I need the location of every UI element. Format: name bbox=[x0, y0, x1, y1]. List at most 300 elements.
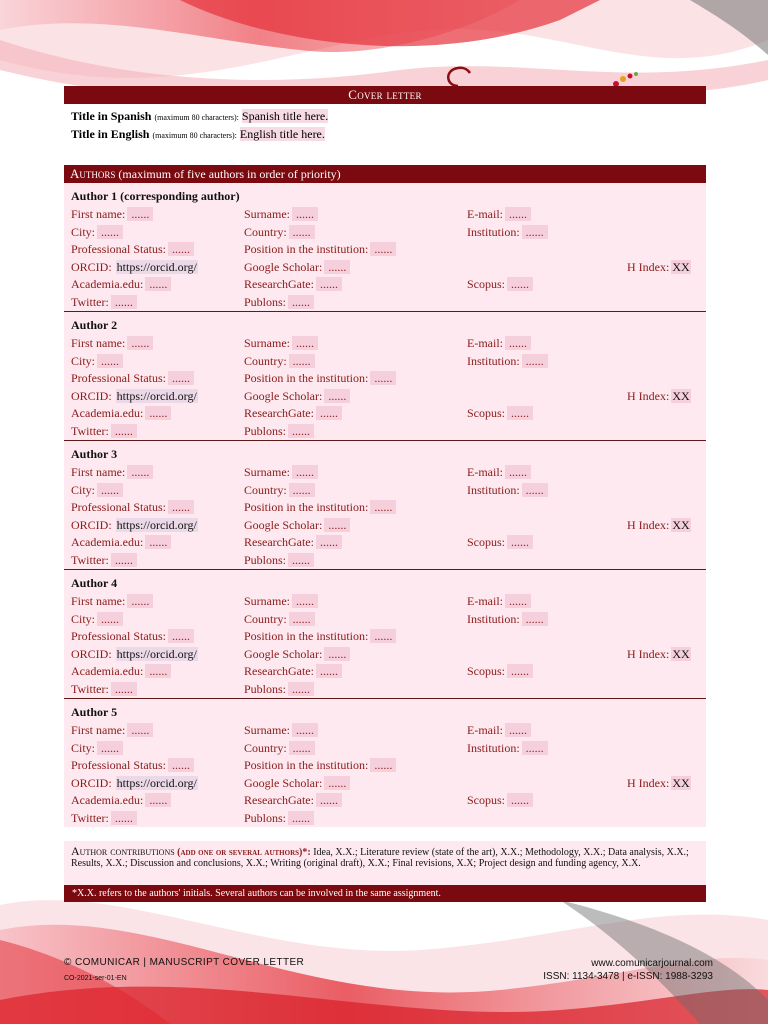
footer-code: CO-2021-ser-01-EN bbox=[64, 975, 127, 982]
researchgate-label: ResearchGate: bbox=[244, 793, 314, 807]
researchgate-field[interactable]: ...... bbox=[316, 535, 342, 549]
academia-cell bbox=[71, 664, 171, 679]
country-label: Country: bbox=[244, 353, 287, 368]
institution-cell bbox=[467, 483, 548, 498]
authors-title: Authors bbox=[70, 166, 116, 181]
researchgate-cell bbox=[244, 535, 342, 550]
titles-section bbox=[64, 105, 706, 149]
scopus-cell bbox=[467, 406, 533, 421]
orcid-label: ORCID: bbox=[71, 775, 112, 790]
position-label: Position in the institution: bbox=[244, 629, 369, 643]
email-cell bbox=[467, 207, 531, 222]
h-index-cell bbox=[627, 518, 691, 533]
city-field[interactable]: ...... bbox=[97, 483, 123, 497]
professional-status-field[interactable]: ...... bbox=[168, 758, 194, 772]
title-spanish-row bbox=[64, 107, 706, 125]
orcid-url-field[interactable]: https://orcid.org/ bbox=[116, 517, 197, 532]
author-field-row bbox=[64, 295, 706, 312]
scopus-label: Scopus: bbox=[467, 406, 506, 420]
first-name-cell bbox=[71, 723, 153, 738]
twitter-label: Twitter: bbox=[71, 810, 109, 825]
surname-label: Surname: bbox=[244, 465, 290, 479]
academia-label: Academia.edu: bbox=[71, 406, 144, 420]
h-index-cell bbox=[627, 647, 691, 662]
author-heading: Author 1 (corresponding author) bbox=[71, 189, 240, 203]
academia-label: Academia.edu: bbox=[71, 793, 144, 807]
title-english-field[interactable]: English title here. bbox=[239, 127, 325, 141]
publons-label: Publons: bbox=[244, 294, 287, 309]
author-field-row bbox=[64, 535, 706, 552]
institution-cell bbox=[467, 741, 548, 756]
institution-label: Institution: bbox=[467, 740, 520, 755]
city-cell bbox=[71, 741, 123, 756]
title-spanish-field[interactable]: Spanish title here. bbox=[241, 109, 329, 123]
country-field[interactable]: ...... bbox=[289, 741, 315, 755]
institution-label: Institution: bbox=[467, 224, 520, 239]
position-field[interactable]: ...... bbox=[370, 371, 396, 385]
scopus-label: Scopus: bbox=[467, 535, 506, 549]
country-cell bbox=[244, 612, 315, 627]
google-scholar-label: Google Scholar: bbox=[244, 775, 323, 790]
author-field-row bbox=[64, 483, 706, 500]
academia-field[interactable]: ...... bbox=[145, 664, 171, 678]
author-field-row bbox=[64, 647, 706, 664]
title-english-row bbox=[64, 125, 706, 143]
institution-field[interactable]: ...... bbox=[522, 483, 548, 497]
h-index-label: H Index: bbox=[627, 388, 670, 403]
institution-field[interactable]: ...... bbox=[522, 354, 548, 368]
scopus-cell bbox=[467, 277, 533, 292]
twitter-cell bbox=[71, 553, 137, 568]
orcid-url-field[interactable]: https://orcid.org/ bbox=[116, 259, 197, 274]
twitter-label: Twitter: bbox=[71, 294, 109, 309]
author-heading: Author 5 bbox=[71, 705, 118, 719]
professional-status-label: Professional Status: bbox=[71, 242, 166, 256]
city-field[interactable]: ...... bbox=[97, 612, 123, 626]
academia-cell bbox=[71, 406, 171, 421]
google-scholar-cell bbox=[244, 776, 350, 791]
author-field-row bbox=[64, 207, 706, 224]
publons-cell bbox=[244, 424, 314, 439]
surname-label: Surname: bbox=[244, 207, 290, 221]
surname-field[interactable]: ...... bbox=[292, 465, 318, 479]
professional-status-cell bbox=[71, 629, 194, 644]
email-label: E-mail: bbox=[467, 336, 503, 350]
twitter-label: Twitter: bbox=[71, 681, 109, 696]
initials-footnote bbox=[64, 885, 706, 902]
author-contributions bbox=[64, 841, 706, 885]
author-field-row bbox=[64, 371, 706, 388]
publons-cell bbox=[244, 553, 314, 568]
professional-status-field[interactable]: ...... bbox=[168, 500, 194, 514]
scopus-field[interactable]: ...... bbox=[507, 664, 533, 678]
position-cell bbox=[244, 371, 396, 386]
authors-header bbox=[64, 165, 706, 183]
city-cell bbox=[71, 354, 123, 369]
orcid-cell bbox=[71, 260, 198, 275]
professional-status-cell bbox=[71, 242, 194, 257]
position-cell bbox=[244, 242, 396, 257]
surname-label: Surname: bbox=[244, 594, 290, 608]
email-field[interactable]: ...... bbox=[505, 465, 531, 479]
author-field-row bbox=[64, 811, 706, 828]
author-field-row bbox=[64, 741, 706, 758]
google-scholar-cell bbox=[244, 647, 350, 662]
publons-field[interactable]: ...... bbox=[288, 553, 314, 567]
scopus-field[interactable]: ...... bbox=[507, 406, 533, 420]
author-field-row bbox=[64, 518, 706, 535]
country-cell bbox=[244, 225, 315, 240]
first-name-field[interactable]: ...... bbox=[127, 723, 153, 737]
twitter-cell bbox=[71, 424, 137, 439]
author-field-row bbox=[64, 776, 706, 793]
orcid-label: ORCID: bbox=[71, 646, 112, 661]
country-label: Country: bbox=[244, 611, 287, 626]
author-block-2 bbox=[64, 312, 706, 441]
title-spanish-limit: (maximum 80 characters): bbox=[154, 113, 239, 122]
city-label: City: bbox=[71, 611, 96, 626]
publons-field[interactable]: ...... bbox=[288, 424, 314, 438]
author-field-row bbox=[64, 629, 706, 646]
professional-status-cell bbox=[71, 500, 194, 515]
institution-cell bbox=[467, 354, 548, 369]
author-field-row bbox=[64, 758, 706, 775]
author-field-row bbox=[64, 354, 706, 371]
h-index-label: H Index: bbox=[627, 646, 670, 661]
academia-cell bbox=[71, 535, 171, 550]
author-field-row bbox=[64, 682, 706, 699]
journal-logo-icon bbox=[440, 64, 640, 88]
professional-status-cell bbox=[71, 758, 194, 773]
first-name-label: First name: bbox=[71, 207, 126, 221]
author-field-row bbox=[64, 336, 706, 353]
author-heading: Author 2 bbox=[71, 318, 118, 332]
twitter-field[interactable]: ...... bbox=[111, 424, 137, 438]
first-name-field[interactable]: ...... bbox=[127, 336, 153, 350]
google-scholar-field[interactable]: ...... bbox=[324, 647, 350, 661]
publons-cell bbox=[244, 682, 314, 697]
researchgate-label: ResearchGate: bbox=[244, 406, 314, 420]
surname-field[interactable]: ...... bbox=[292, 207, 318, 221]
h-index-field[interactable]: XX bbox=[672, 646, 690, 661]
professional-status-label: Professional Status: bbox=[71, 758, 166, 772]
author-field-row bbox=[64, 723, 706, 740]
surname-cell bbox=[244, 207, 318, 222]
institution-cell bbox=[467, 225, 548, 240]
google-scholar-cell bbox=[244, 260, 350, 275]
email-field[interactable]: ...... bbox=[505, 723, 531, 737]
orcid-cell bbox=[71, 389, 198, 404]
author-field-row bbox=[64, 389, 706, 406]
twitter-field[interactable]: ...... bbox=[111, 811, 137, 825]
country-cell bbox=[244, 741, 315, 756]
professional-status-field[interactable]: ...... bbox=[168, 242, 194, 256]
researchgate-field[interactable]: ...... bbox=[316, 793, 342, 807]
professional-status-label: Professional Status: bbox=[71, 371, 166, 385]
author-heading: Author 3 bbox=[71, 447, 118, 461]
email-label: E-mail: bbox=[467, 723, 503, 737]
academia-field[interactable]: ...... bbox=[145, 277, 171, 291]
academia-label: Academia.edu: bbox=[71, 664, 144, 678]
contributions-title: Author contributions bbox=[71, 844, 175, 858]
publons-label: Publons: bbox=[244, 423, 287, 438]
google-scholar-field[interactable]: ...... bbox=[324, 389, 350, 403]
first-name-label: First name: bbox=[71, 465, 126, 479]
country-field[interactable]: ...... bbox=[289, 225, 315, 239]
twitter-field[interactable]: ...... bbox=[111, 295, 137, 309]
academia-label: Academia.edu: bbox=[71, 535, 144, 549]
contributions-add-note: (add one or several authors)*: bbox=[177, 847, 311, 858]
surname-field[interactable]: ...... bbox=[292, 723, 318, 737]
h-index-cell bbox=[627, 260, 691, 275]
author-field-row bbox=[64, 225, 706, 242]
first-name-field[interactable]: ...... bbox=[127, 465, 153, 479]
scopus-label: Scopus: bbox=[467, 793, 506, 807]
publons-field[interactable]: ...... bbox=[288, 295, 314, 309]
country-field[interactable]: ...... bbox=[289, 483, 315, 497]
first-name-field[interactable]: ...... bbox=[127, 594, 153, 608]
publons-cell bbox=[244, 811, 314, 826]
researchgate-cell bbox=[244, 277, 342, 292]
institution-label: Institution: bbox=[467, 611, 520, 626]
scopus-cell bbox=[467, 793, 533, 808]
position-cell bbox=[244, 500, 396, 515]
country-field[interactable]: ...... bbox=[289, 354, 315, 368]
google-scholar-cell bbox=[244, 389, 350, 404]
email-cell bbox=[467, 723, 531, 738]
country-label: Country: bbox=[244, 482, 287, 497]
orcid-url-field[interactable]: https://orcid.org/ bbox=[116, 388, 197, 403]
author-field-row bbox=[64, 793, 706, 810]
h-index-cell bbox=[627, 776, 691, 791]
title-english-limit: (maximum 80 characters): bbox=[152, 131, 237, 140]
footer-website[interactable]: www.comunicarjournal.com bbox=[591, 958, 713, 969]
academia-field[interactable]: ...... bbox=[145, 535, 171, 549]
academia-cell bbox=[71, 277, 171, 292]
email-field[interactable]: ...... bbox=[505, 336, 531, 350]
authors-section bbox=[64, 183, 706, 827]
h-index-field[interactable]: XX bbox=[672, 517, 690, 532]
country-label: Country: bbox=[244, 740, 287, 755]
orcid-label: ORCID: bbox=[71, 388, 112, 403]
google-scholar-field[interactable]: ...... bbox=[324, 518, 350, 532]
country-cell bbox=[244, 483, 315, 498]
twitter-field[interactable]: ...... bbox=[111, 553, 137, 567]
institution-cell bbox=[467, 612, 548, 627]
publons-field[interactable]: ...... bbox=[288, 682, 314, 696]
author-field-row bbox=[64, 465, 706, 482]
title-english-label: Title in English bbox=[71, 127, 150, 141]
position-field[interactable]: ...... bbox=[370, 758, 396, 772]
surname-cell bbox=[244, 465, 318, 480]
professional-status-cell bbox=[71, 371, 194, 386]
publons-label: Publons: bbox=[244, 681, 287, 696]
email-label: E-mail: bbox=[467, 594, 503, 608]
country-cell bbox=[244, 354, 315, 369]
academia-cell bbox=[71, 793, 171, 808]
google-scholar-field[interactable]: ...... bbox=[324, 776, 350, 790]
h-index-cell bbox=[627, 389, 691, 404]
author-field-row bbox=[64, 406, 706, 423]
author-block-1 bbox=[64, 183, 706, 312]
researchgate-label: ResearchGate: bbox=[244, 277, 314, 291]
professional-status-field[interactable]: ...... bbox=[168, 371, 194, 385]
scopus-field[interactable]: ...... bbox=[507, 535, 533, 549]
position-cell bbox=[244, 629, 396, 644]
email-field[interactable]: ...... bbox=[505, 594, 531, 608]
researchgate-cell bbox=[244, 664, 342, 679]
researchgate-cell bbox=[244, 406, 342, 421]
scopus-field[interactable]: ...... bbox=[507, 793, 533, 807]
publons-label: Publons: bbox=[244, 552, 287, 567]
surname-cell bbox=[244, 594, 318, 609]
orcid-cell bbox=[71, 776, 198, 791]
country-field[interactable]: ...... bbox=[289, 612, 315, 626]
city-label: City: bbox=[71, 353, 96, 368]
institution-field[interactable]: ...... bbox=[522, 741, 548, 755]
city-label: City: bbox=[71, 224, 96, 239]
twitter-label: Twitter: bbox=[71, 552, 109, 567]
researchgate-field[interactable]: ...... bbox=[316, 277, 342, 291]
orcid-cell bbox=[71, 518, 198, 533]
first-name-label: First name: bbox=[71, 336, 126, 350]
surname-label: Surname: bbox=[244, 336, 290, 350]
twitter-cell bbox=[71, 295, 137, 310]
google-scholar-label: Google Scholar: bbox=[244, 259, 323, 274]
position-label: Position in the institution: bbox=[244, 758, 369, 772]
city-field[interactable]: ...... bbox=[97, 741, 123, 755]
scopus-cell bbox=[467, 664, 533, 679]
email-label: E-mail: bbox=[467, 465, 503, 479]
title-spanish-label: Title in Spanish bbox=[71, 109, 152, 123]
twitter-field[interactable]: ...... bbox=[111, 682, 137, 696]
author-field-row bbox=[64, 424, 706, 441]
surname-cell bbox=[244, 723, 318, 738]
publons-label: Publons: bbox=[244, 810, 287, 825]
google-scholar-label: Google Scholar: bbox=[244, 517, 323, 532]
author-block-3 bbox=[64, 441, 706, 570]
h-index-label: H Index: bbox=[627, 517, 670, 532]
researchgate-field[interactable]: ...... bbox=[316, 664, 342, 678]
author-field-row bbox=[64, 277, 706, 294]
twitter-cell bbox=[71, 682, 137, 697]
first-name-cell bbox=[71, 465, 153, 480]
footer-right bbox=[543, 957, 713, 983]
academia-field[interactable]: ...... bbox=[145, 406, 171, 420]
scopus-label: Scopus: bbox=[467, 277, 506, 291]
professional-status-field[interactable]: ...... bbox=[168, 629, 194, 643]
h-index-label: H Index: bbox=[627, 259, 670, 274]
scopus-cell bbox=[467, 535, 533, 550]
email-cell bbox=[467, 465, 531, 480]
professional-status-label: Professional Status: bbox=[71, 629, 166, 643]
researchgate-label: ResearchGate: bbox=[244, 535, 314, 549]
city-field[interactable]: ...... bbox=[97, 354, 123, 368]
author-field-row bbox=[64, 553, 706, 570]
researchgate-cell bbox=[244, 793, 342, 808]
authors-note: (maximum of five authors in order of priority) bbox=[118, 167, 341, 181]
author-heading: Author 4 bbox=[71, 576, 118, 590]
author-field-row bbox=[64, 260, 706, 277]
surname-field[interactable]: ...... bbox=[292, 336, 318, 350]
email-cell bbox=[467, 594, 531, 609]
h-index-field[interactable]: XX bbox=[672, 775, 690, 790]
orcid-label: ORCID: bbox=[71, 517, 112, 532]
google-scholar-label: Google Scholar: bbox=[244, 646, 323, 661]
email-field[interactable]: ...... bbox=[505, 207, 531, 221]
position-field[interactable]: ...... bbox=[370, 629, 396, 643]
google-scholar-cell bbox=[244, 518, 350, 533]
author-field-row bbox=[64, 612, 706, 629]
position-field[interactable]: ...... bbox=[370, 500, 396, 514]
orcid-url-field[interactable]: https://orcid.org/ bbox=[116, 775, 197, 790]
author-field-row bbox=[64, 242, 706, 259]
position-label: Position in the institution: bbox=[244, 242, 369, 256]
city-label: City: bbox=[71, 482, 96, 497]
orcid-url-field[interactable]: https://orcid.org/ bbox=[116, 646, 197, 661]
position-label: Position in the institution: bbox=[244, 500, 369, 514]
first-name-field[interactable]: ...... bbox=[127, 207, 153, 221]
academia-label: Academia.edu: bbox=[71, 277, 144, 291]
cover-letter-heading: Cover letter bbox=[64, 86, 706, 104]
publons-cell bbox=[244, 295, 314, 310]
twitter-label: Twitter: bbox=[71, 423, 109, 438]
publons-field[interactable]: ...... bbox=[288, 811, 314, 825]
surname-cell bbox=[244, 336, 318, 351]
first-name-label: First name: bbox=[71, 594, 126, 608]
h-index-field[interactable]: XX bbox=[672, 388, 690, 403]
first-name-cell bbox=[71, 336, 153, 351]
institution-field[interactable]: ...... bbox=[522, 225, 548, 239]
city-cell bbox=[71, 483, 123, 498]
footnote-text: *X.X. refers to the authors' initials. Several authors can be involved in the same assignment. bbox=[72, 888, 441, 899]
google-scholar-label: Google Scholar: bbox=[244, 388, 323, 403]
contributions-text[interactable]: Idea, X.X.; Literature review (state of the art), X.X.; Methodology, X.X.; Data analysis, X.X.; Results, X.X.; Discussion and conclusions, X.X.; Writing (original draft), X.X.; Final revisions, X.X; Project design and funding agency, X.X. bbox=[71, 847, 689, 869]
google-scholar-field[interactable]: ...... bbox=[324, 260, 350, 274]
academia-field[interactable]: ...... bbox=[145, 793, 171, 807]
researchgate-field[interactable]: ...... bbox=[316, 406, 342, 420]
city-label: City: bbox=[71, 740, 96, 755]
city-cell bbox=[71, 612, 123, 627]
footer-issn: ISSN: 1134-3478 | e-ISSN: 1988-3293 bbox=[543, 971, 713, 982]
institution-label: Institution: bbox=[467, 353, 520, 368]
professional-status-label: Professional Status: bbox=[71, 500, 166, 514]
h-index-field[interactable]: XX bbox=[672, 259, 690, 274]
orcid-label: ORCID: bbox=[71, 259, 112, 274]
scopus-label: Scopus: bbox=[467, 664, 506, 678]
email-cell bbox=[467, 336, 531, 351]
researchgate-label: ResearchGate: bbox=[244, 664, 314, 678]
surname-label: Surname: bbox=[244, 723, 290, 737]
first-name-label: First name: bbox=[71, 723, 126, 737]
email-label: E-mail: bbox=[467, 207, 503, 221]
first-name-cell bbox=[71, 594, 153, 609]
city-field[interactable]: ...... bbox=[97, 225, 123, 239]
orcid-cell bbox=[71, 647, 198, 662]
author-block-5 bbox=[64, 699, 706, 827]
position-field[interactable]: ...... bbox=[370, 242, 396, 256]
surname-field[interactable]: ...... bbox=[292, 594, 318, 608]
institution-label: Institution: bbox=[467, 482, 520, 497]
twitter-cell bbox=[71, 811, 137, 826]
country-label: Country: bbox=[244, 224, 287, 239]
author-field-row bbox=[64, 664, 706, 681]
h-index-label: H Index: bbox=[627, 775, 670, 790]
city-cell bbox=[71, 225, 123, 240]
institution-field[interactable]: ...... bbox=[522, 612, 548, 626]
scopus-field[interactable]: ...... bbox=[507, 277, 533, 291]
position-cell bbox=[244, 758, 396, 773]
